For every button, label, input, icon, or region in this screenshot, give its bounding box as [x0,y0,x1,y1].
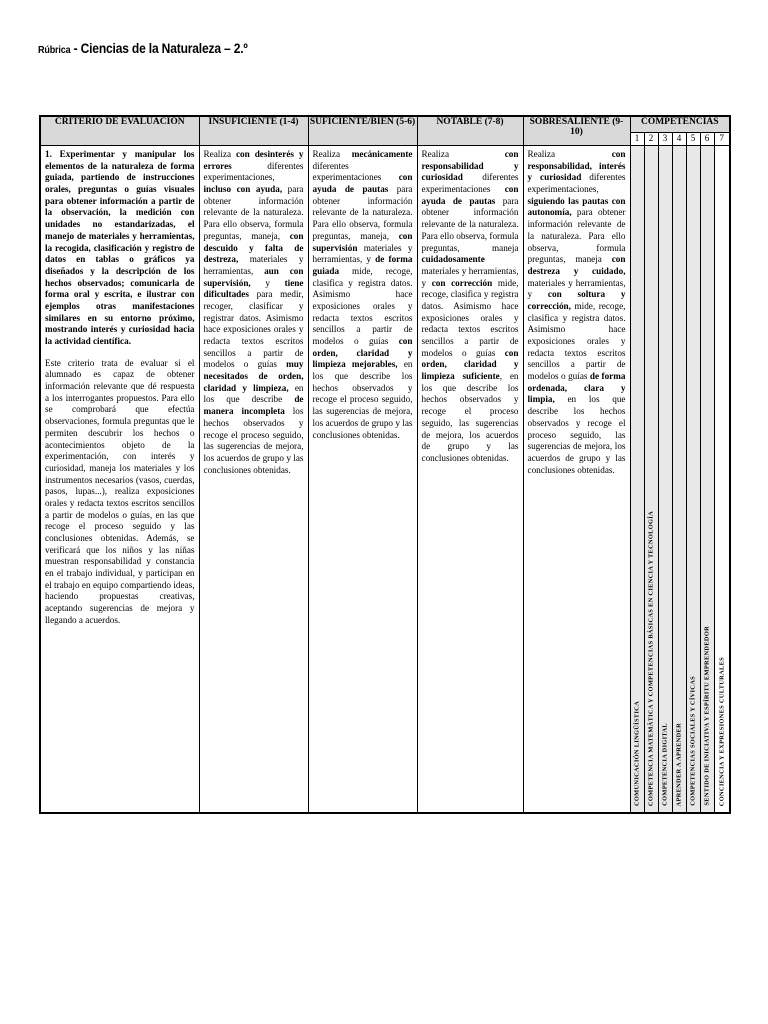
title-separator: - [70,40,81,56]
notable-text-segment: con ayuda de pautas [421,184,519,206]
suficiente-text-segment: con orden, claridad y limpieza mejorables, [312,336,413,370]
notable-text-segment: Realiza [421,149,505,159]
sobresaliente-text-segment: en los que describe los hechos observados y recoge el proceso seguido, las sugerencias de mejora, los acuerdos de grupo y las conclusiones obtenidas. [527,394,626,475]
insuficiente-text-segment: Realiza [203,149,236,159]
competency-label-7: CONCIENCIA Y EXPRESIONES CULTURALES [718,656,726,806]
header-insuficiente: INSUFICIENTE (1-4) [199,116,308,146]
insuficiente-text-segment: materiales y herramientas, [203,254,304,276]
insuficiente-text-segment: los hechos observados y recoge el proceso seguido, las sugerencias de mejora, los acuerdos de grupo y las conclusiones obtenidas. [203,406,304,475]
insuficiente-text-segment: en los que describe [203,382,304,405]
suficiente-text-segment: de forma guiada [312,254,413,276]
insuficiente-text-segment: para obtener información relevante de la naturaleza. Para ello observa, formula preguntas, maneja, [203,184,304,241]
insuficiente-text-segment: incluso con ayuda, [203,184,283,195]
sobresaliente-text-segment: siguiendo las pautas con autonomía, [527,195,626,218]
notable-text-segment: materiales y herramientas, y [421,265,519,288]
competency-column-6 [700,146,714,814]
competency-column-2 [644,146,658,814]
page-title [38,40,248,56]
sobresaliente-cell [523,146,630,814]
rubric-table [39,115,731,814]
insuficiente-text-segment: muy necesitados de orden, claridad y limpieza, [203,359,304,393]
competency-number-1: 1 [630,133,644,146]
notable-text-segment: con responsabilidad y curiosidad [421,149,519,183]
competency-label-2: COMPETENCIA MATEMÁTICA Y COMPETENCIAS BÁSICAS EN CIENCIA Y TECNOLOGÍA [647,510,655,806]
competency-label-5: COMPETENCIAS SOCIALES Y CÍVICAS [689,676,697,806]
insuficiente-cell [199,146,308,814]
competency-number-6: 6 [700,133,714,146]
suficiente-text-segment: materiales y herramientas, y [312,242,413,265]
competency-number-7: 7 [714,133,730,146]
criterio-description: Este criterio trata de evaluar si el alumnado es capaz de obtener información relevante que dé respuesta a los interrogantes propuestos. Para ello se comprobará que efectúa observaciones, formula preguntas que le permiten descubrir los hechos o acontecimientos objeto de la experimentación, con interés y curiosidad, maneja los materiales y los instrumentos necesarios (vasos, cuerdas, pasos, lupas...), realiza exposiciones orales y redacta textos escritos sencillos a partir de modelos o guías, en las que recoge el proceso seguido y las conclusiones obtenidas. Además, se verificará que los niños y las niñas muestran responsabilidad y constancia en el trabajo individual, y participan en el trabajo en equipo compartiendo ideas, haciendo propuestas creativas, aceptando sugerencias de mejora y llegando a acuerdos. [45,357,195,625]
sobresaliente-text-segment: con destreza y cuidado, [527,254,626,276]
suficiente-text-segment: Realiza [312,149,352,159]
suficiente-text [309,146,417,444]
header-notable: NOTABLE (7-8) [417,116,523,146]
notable-text-segment: con corrección [431,277,493,288]
title-main: Ciencias de la Naturaleza – 2.º [80,40,248,56]
title-prefix: Rúbrica [38,44,71,56]
suficiente-text-segment: mide, recoge, clasifica y registra datos. Asimismo hace exposiciones orales y redacta textos escritos sencillos a partir de modelos o guías [312,265,413,346]
competency-number-3: 3 [658,133,672,146]
competency-number-5: 5 [686,133,700,146]
notable-text-segment: , en los que describe los hechos observados y recoge el proceso seguido, las sugerencias de mejora, los acuerdos de grupo y las conclusiones obtenidas. [421,371,519,463]
header-suficiente: SUFICIENTE/BIEN (5-6) [308,116,417,146]
criterio-title: 1. Experimentar y manipular los elementos de la naturaleza de forma guiada, partiendo de instrucciones orales, preguntas o guías visuales para obtener información a partir de la observación, la medición con unidades no estandarizadas, el manejo de materiales y herramientas, la recogida, clasificación y registro de datos en tablas o gráficos ya diseñados y la descripción de los hechos observados; comunicarla de forma oral y escrita, e ilustrar con ejemplos otras manifestaciones similares en su entorno próximo, mostrando interés y curiosidad hacia la actividad científica. [45,149,195,346]
insuficiente-text [200,146,308,479]
notable-text-segment: mide, recoge, clasifica y registra datos. Asimismo hace exposiciones orales y redacta textos escritos sencillos a partir de modelos o guías [421,277,519,358]
header-competencias: COMPETENCIAS [630,116,730,133]
competency-column-5 [686,146,700,814]
competency-number-4: 4 [672,133,686,146]
competency-label-3: COMPETENCIA DIGITAL [661,723,669,806]
header-criterio: CRITERIO DE EVALUACIÓN [40,116,199,146]
insuficiente-text-segment: con desinterés y errores [203,149,304,171]
competency-number-2: 2 [644,133,658,146]
sobresaliente-text-segment: para obtener información relevante de la naturaleza. Para ello observa, formula preguntas, maneja [527,207,626,265]
competency-label-1: COMUNICACIÓN LINGÜÍSTICA [633,700,641,806]
suficiente-text-segment: mecánicamente [351,149,413,159]
suficiente-text-segment: diferentes experimentaciones [312,160,399,183]
sobresaliente-text-segment: con responsabilidad, interés y curiosidad [527,149,626,183]
competency-column-3 [658,146,672,814]
notable-text-segment: para obtener información relevante de la naturaleza. Para ello observa, formula preguntas, maneja [421,195,519,253]
notable-text [418,146,523,468]
insuficiente-text-segment: para medir, recoger, clasificar y registrar datos. Asimismo hace exposiciones orales y redacta textos escritos sencillos a partir de modelos o guías [203,289,304,370]
sobresaliente-text-segment: mide, recoge, clasifica y registra datos. Asimismo hace exposiciones orales y redacta textos escritos sencillos a partir de modelos o guías [527,300,626,382]
suficiente-cell [308,146,417,814]
sobresaliente-text-segment: diferentes experimentaciones, [527,172,626,195]
suficiente-text-segment: con supervisión [312,230,413,253]
sobresaliente-text [524,146,630,479]
notable-text-segment: cuidadosamente [421,254,485,265]
criterio-cell [40,146,199,814]
sobresaliente-text-segment: materiales y herramientas, y [527,277,626,300]
sobresaliente-text-segment: de forma ordenada, clara y limpia, [527,371,626,405]
insuficiente-text-segment: diferentes experimentaciones, [203,160,304,183]
competency-column-7 [714,146,730,814]
suficiente-text-segment: en los que describe los hechos observados y recoge el proceso seguido, las sugerencias de mejora, los acuerdos de grupo y las conclusiones obtenidas. [312,359,413,440]
notable-text-segment: con orden, claridad y limpieza suficiente [421,347,519,382]
notable-cell [417,146,523,814]
sobresaliente-text-segment: con soltura y corrección, [527,289,626,311]
competency-column-4 [672,146,686,814]
insuficiente-text-segment: y [250,277,285,288]
suficiente-text-segment: con ayuda de pautas [312,172,413,195]
suficiente-text-segment: para obtener información relevante de la naturaleza. Para ello observa, formula preguntas, maneja, [312,184,413,241]
notable-text-segment: diferentes experimentaciones [421,172,519,195]
header-sobresaliente: SOBRESALIENTE (9-10) [523,116,630,146]
competency-label-6: SENTIDO DE INICIATIVA Y ESPÍRITU EMPRENDEDOR [703,626,711,806]
competency-column-1 [630,146,644,814]
insuficiente-text-segment: de manera incompleta [203,394,304,417]
competency-label-4: APRENDER A APRENDER [675,722,683,806]
insuficiente-text-segment: con descuido y falta de destreza, [203,230,304,265]
sobresaliente-text-segment: Realiza [527,149,612,159]
insuficiente-text-segment: tiene dificultades [203,277,304,300]
insuficiente-text-segment: aun con supervisión, [203,265,304,288]
